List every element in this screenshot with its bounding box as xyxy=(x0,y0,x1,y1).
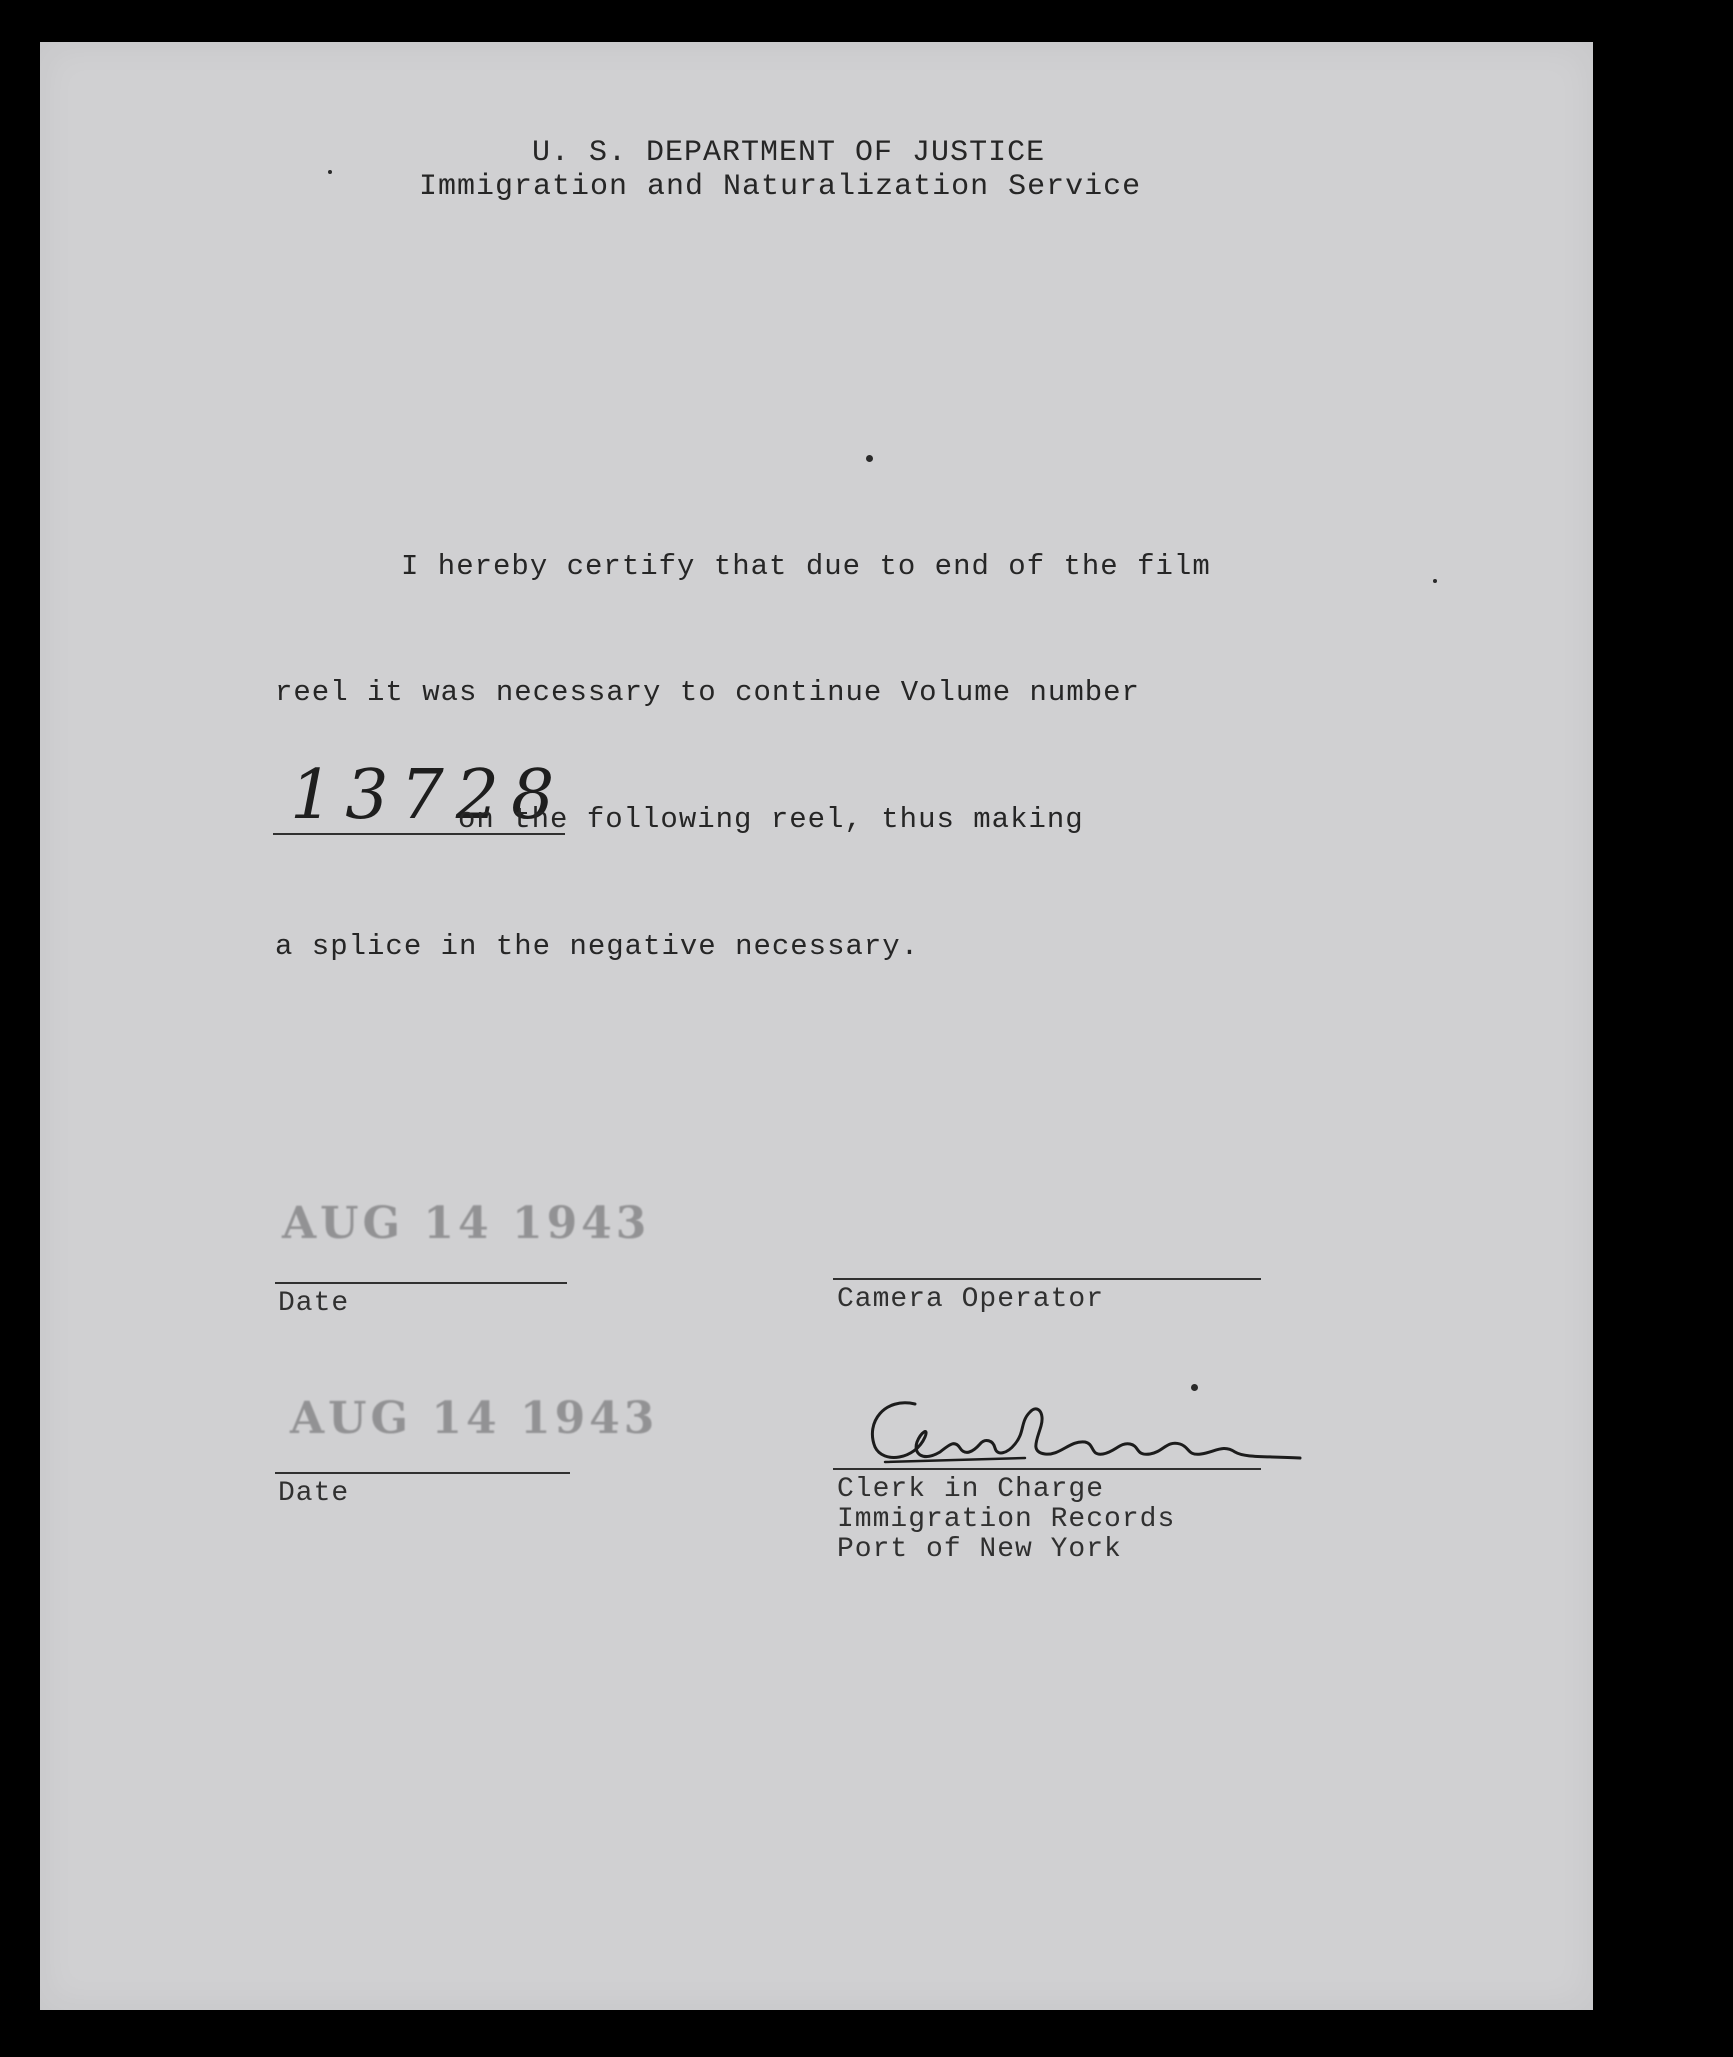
date-1-line xyxy=(275,1282,567,1284)
date-1-label: Date xyxy=(278,1288,350,1319)
department-heading: U. S. DEPARTMENT OF JUSTICE xyxy=(532,136,1046,170)
certificate-line-3: on the following reel, thus making xyxy=(458,803,1084,836)
clerk-signature-line xyxy=(833,1468,1261,1470)
paper-speck xyxy=(328,170,332,174)
clerk-signature xyxy=(845,1382,1305,1482)
camera-operator-line xyxy=(833,1278,1261,1280)
paper-speck xyxy=(1433,579,1437,583)
clerk-location: Port of New York xyxy=(837,1534,1122,1565)
paper-speck xyxy=(866,455,873,462)
service-heading: Immigration and Naturalization Service xyxy=(419,170,1142,204)
camera-operator-label: Camera Operator xyxy=(837,1284,1105,1315)
volume-number-handwritten: 13728 xyxy=(290,756,567,835)
date-stamp-1: AUG 14 1943 xyxy=(282,1198,651,1249)
certificate-line-1: I hereby certify that due to end of the film xyxy=(401,550,1211,583)
document-page xyxy=(40,42,1593,2010)
date-2-line xyxy=(275,1472,570,1474)
certificate-line-4: a splice in the negative necessary. xyxy=(275,930,920,963)
date-stamp-2: AUG 14 1943 xyxy=(290,1393,659,1444)
clerk-department: Immigration Records xyxy=(837,1504,1176,1535)
clerk-title: Clerk in Charge xyxy=(837,1474,1105,1505)
date-2-label: Date xyxy=(278,1478,350,1509)
certificate-line-2: reel it was necessary to continue Volume number xyxy=(275,676,1140,709)
paper-speck xyxy=(1191,1384,1198,1391)
